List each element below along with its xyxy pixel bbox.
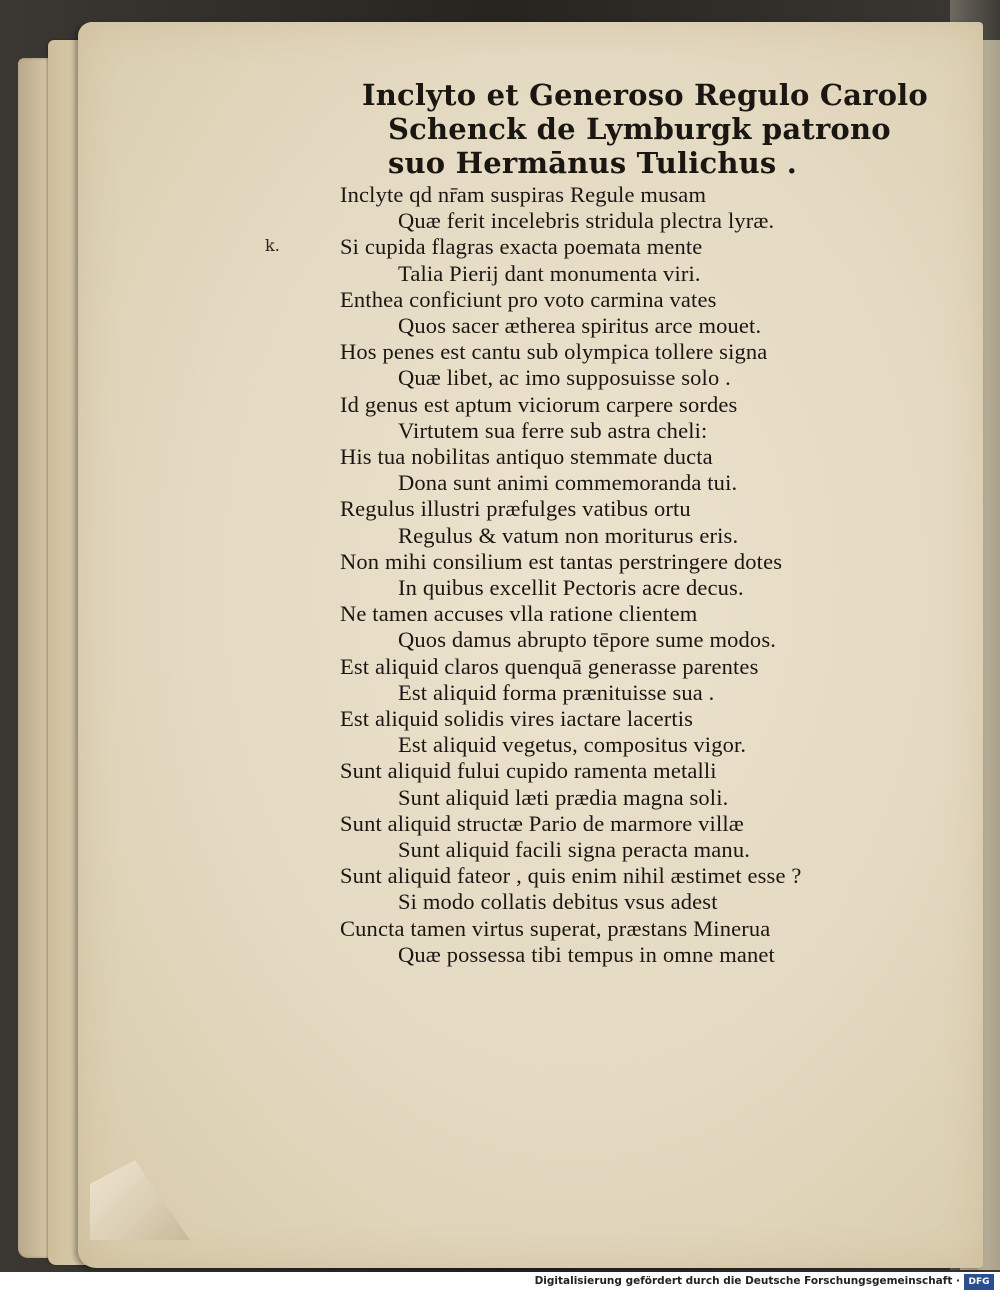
margin-annotations (26, 520, 66, 900)
verse-line: Inclyte qd nr̄am suspiras Regule musam (340, 182, 707, 207)
heading-line: suo Hermānus Tulichus . (388, 146, 798, 180)
verse-line: In quibus excellit Pectoris acre decus. (398, 575, 744, 601)
verse-line: His tua nobilitas antiquo stemmate ducta (340, 444, 713, 470)
dfg-logo-icon: DFG (964, 1274, 994, 1290)
verse-line: Quæ possessa tibi tempus in omne manet (398, 941, 775, 967)
verse-line: Sunt aliquid structæ Pario de marmore villæ (340, 810, 744, 836)
verse-line: Si cupida flagras exacta poemata mente (340, 234, 703, 260)
verse-line: Quæ libet, ac imo supposuisse solo . (398, 365, 731, 391)
verse-line: Sunt aliquid fului cupido ramenta metalli (340, 758, 717, 784)
verse-line: Ne tamen accuses vlla ratione clientem (340, 601, 698, 627)
verse-line: Id genus est aptum viciorum carpere sordes (340, 391, 738, 417)
verse-line: Est aliquid vegetus, compositus vigor. (398, 732, 747, 758)
verse-line: Sunt aliquid fateor , quis enim nihil æstimet esse ? (340, 863, 802, 889)
verse-line: Non mihi consilium est tantas perstringere dotes (340, 548, 783, 574)
funding-notice: Digitalisierung gefördert durch die Deutsche Forschungsgemeinschaft · (534, 1275, 960, 1287)
verse-line: Cuncta tamen virtus superat, præstans Minerua (340, 915, 771, 941)
verse-line: Est aliquid forma prænituisse sua . (398, 679, 715, 705)
verse-line: Regulus & vatum non moriturus eris. (398, 522, 739, 548)
verse-line: Sunt aliquid læti prædia magna soli. (398, 784, 729, 810)
marginal-mark: k. (265, 236, 280, 255)
poem-block (340, 78, 928, 968)
verse-lines (340, 182, 900, 968)
verse-line: Quos sacer ætherea spiritus arce mouet. (398, 313, 762, 339)
verse-line: Est aliquid solidis vires iactare lacertis (340, 706, 694, 732)
verse-line: Regulus illustri præfulges vatibus ortu (340, 496, 691, 522)
verse-line: Quæ ferit incelebris stridula plectra lyræ. (398, 208, 775, 234)
verse-line: Sunt aliquid facili signa peracta manu. (398, 837, 750, 863)
heading-line: Schenck de Lymburgk patrono (388, 112, 891, 146)
verse-line: Virtutem sua ferre sub astra cheli: (398, 417, 708, 443)
verse-line: Dona sunt animi commemoranda tui. (398, 470, 738, 496)
footer-bar (0, 1272, 1000, 1294)
verse-line: Talia Pierij dant monumenta viri. (398, 260, 701, 286)
verse-line: Quos damus abrupto tēpore sume modos. (398, 627, 776, 653)
dedication-heading (340, 78, 928, 180)
verse-line: Si modo collatis debitus vsus adest (398, 889, 718, 915)
heading-line: Inclyto et Generoso Regulo Carolo (362, 78, 928, 112)
verse-line: Hos penes est cantu sub olympica tollere signa (340, 339, 768, 365)
verse-line: Est aliquid claros quenquā generasse parentes (340, 653, 759, 679)
verse-line: Enthea conficiunt pro voto carmina vates (340, 286, 717, 312)
